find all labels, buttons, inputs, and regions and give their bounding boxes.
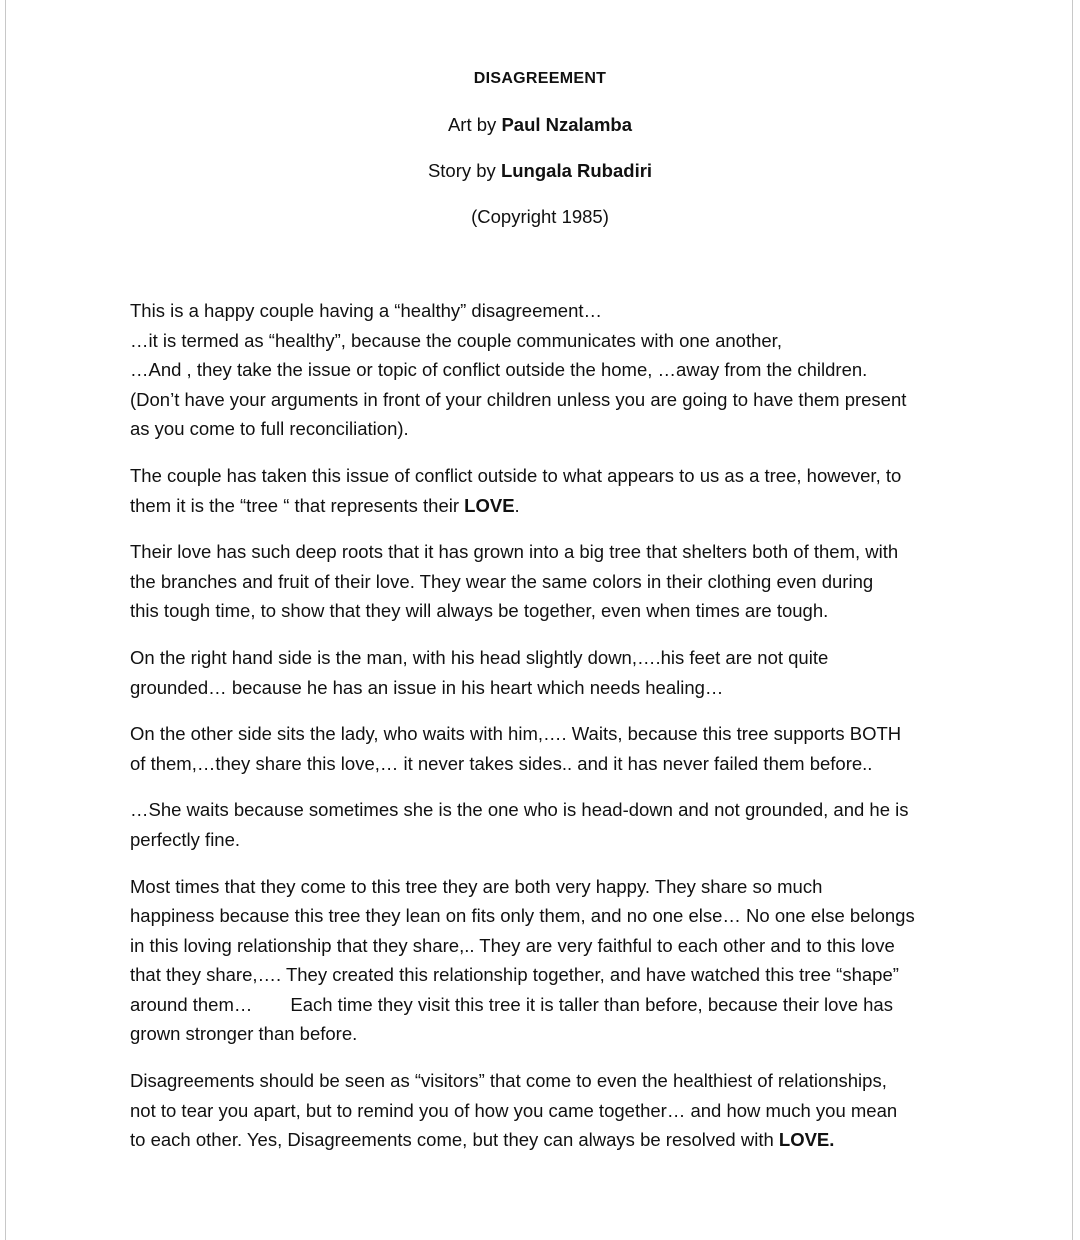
paragraph-3 <box>130 537 960 626</box>
text-line: Their love has such deep roots that it has grown into a big tree that shelters both of them, with <box>130 541 899 563</box>
art-credit <box>6 112 1074 138</box>
document-title: DISAGREEMENT <box>473 70 607 87</box>
author-name: Lungala Rubadiri <box>500 160 653 181</box>
text-segment: around them… <box>130 993 253 1015</box>
text-line: grown stronger than before. <box>130 1023 358 1045</box>
emphasis-love: LOVE <box>464 494 515 516</box>
text-line: this tough time, to show that they will always be together, even when times are tough. <box>130 600 829 622</box>
text-segment: . <box>514 494 520 516</box>
text-line: The couple has taken this issue of conflict outside to what appears to us as a tree, however, to <box>130 464 902 486</box>
text-line: happiness because this tree they lean on fits only them, and no one else… No one else belongs <box>130 905 915 927</box>
text-line: On the right hand side is the man, with his head slightly down,….his feet are not quite <box>130 646 829 668</box>
document-body <box>130 296 960 1172</box>
text-line: of them,…they share this love,… it never takes sides.. and it has never failed them before.. <box>130 752 873 774</box>
text-line: On the other side sits the lady, who waits with him,…. Waits, because this tree supports BOTH <box>130 723 902 745</box>
text-line: Most times that they come to this tree they are both very happy. They share so much <box>130 875 823 897</box>
document-page <box>5 0 1073 1240</box>
artist-name: Paul Nzalamba <box>501 114 633 135</box>
text-line: (Don’t have your arguments in front of your children unless you are going to have them present <box>130 388 907 410</box>
text-segment: them it is the “tree “ that represents their <box>130 494 465 516</box>
paragraph-6 <box>130 795 960 854</box>
text-line: that they share,…. They created this relationship together, and have watched this tree “shape” <box>130 964 899 986</box>
paragraph-8 <box>130 1066 960 1155</box>
text-line: not to tear you apart, but to remind you of how you came together… and how much you mean <box>130 1099 898 1121</box>
text-line: Disagreements should be seen as “visitors” that come to even the healthiest of relationships, <box>130 1070 887 1092</box>
paragraph-4 <box>130 643 960 702</box>
text-line: …And , they take the issue or topic of conflict outside the home, …away from the children. <box>130 359 868 381</box>
text-line: This is a happy couple having a “healthy” disagreement… <box>130 300 603 321</box>
art-credit-prefix: Art by <box>447 114 502 135</box>
text-line: grounded… because he has an issue in his heart which needs healing… <box>130 676 724 698</box>
text-line: …She waits because sometimes she is the one who is head-down and not grounded, and he is <box>130 799 909 821</box>
paragraph-7 <box>130 872 960 1050</box>
paragraph-2 <box>130 461 960 520</box>
text-segment: to each other. Yes, Disagreements come, but they can always be resolved with <box>130 1129 779 1151</box>
text-line <box>130 491 960 521</box>
text-line <box>130 1125 960 1155</box>
story-credit <box>6 158 1074 184</box>
paragraph-1 <box>130 296 960 444</box>
document-header <box>6 66 1074 230</box>
text-line: …it is termed as “healthy”, because the couple communicates with one another, <box>130 329 782 351</box>
copyright-notice: (Copyright 1985) <box>471 206 609 227</box>
text-line: perfectly fine. <box>130 828 241 850</box>
text-line: the branches and fruit of their love. They wear the same colors in their clothing even during <box>130 570 874 592</box>
text-line: as you come to full reconciliation). <box>130 418 409 440</box>
paragraph-5 <box>130 719 960 778</box>
story-credit-prefix: Story by <box>427 160 501 181</box>
text-line <box>130 990 960 1020</box>
text-segment: Each time they visit this tree it is taller than before, because their love has <box>290 993 893 1015</box>
text-line: in this loving relationship that they share,.. They are very faithful to each other and to this love <box>130 934 895 956</box>
emphasis-love: LOVE. <box>778 1129 835 1151</box>
